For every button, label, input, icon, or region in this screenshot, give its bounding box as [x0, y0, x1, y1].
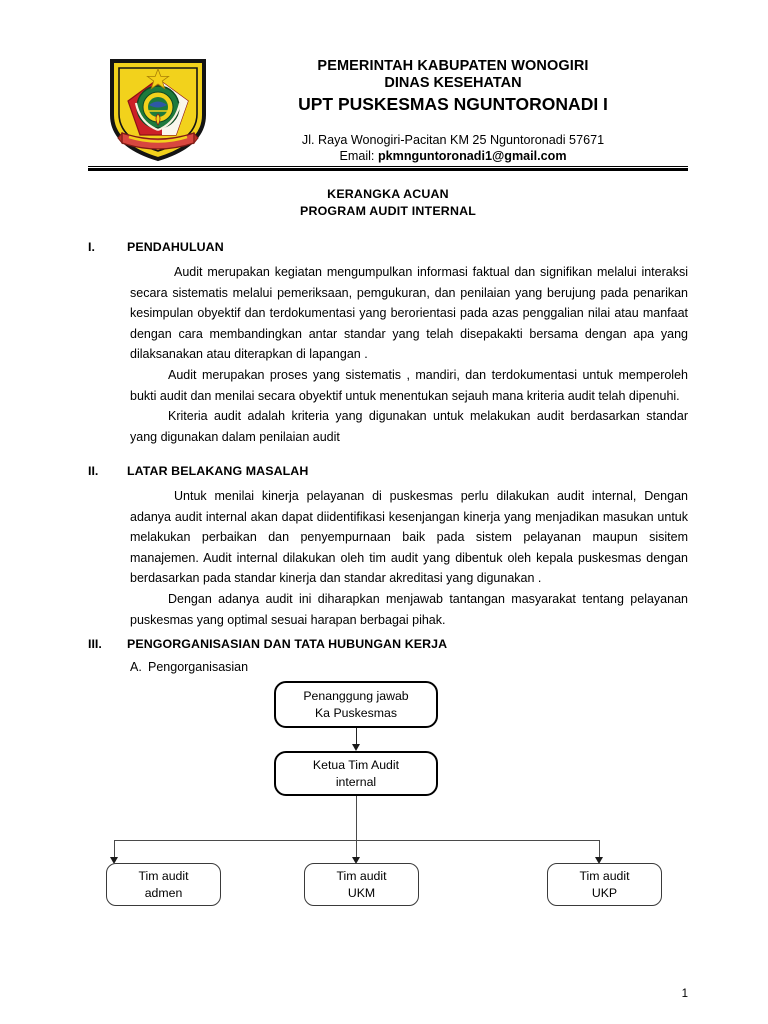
subsection-letter: A.	[130, 660, 142, 674]
org-node-label-line2: UKM	[347, 885, 376, 900]
org-node-label-line1: Tim audit	[579, 869, 630, 883]
paragraph: Untuk menilai kinerja pelayanan di puskesmas perlu dilakukan audit internal, Dengan adanya audit internal akan dapat diidentifikasi kesenjangan kinerja yang menjadikan masukan untuk melakukan perbaikan dan penyempurnaan baik pada sistem pelayanan maupun sisitem manajemen. Audit internal dilakukan oleh tim audit yang dibentuk oleh kepala puskesmas dengan berdasarkan pada standar kinerja dan standar akreditasi yang digunakan .	[130, 489, 688, 586]
paragraph: Audit merupakan kegiatan mengumpulkan informasi faktual dan signifikan melalui interaksi secara sistematis melalui pemeriksaan, pemgukuran, dan penilaian yang berujung pada penarikan kesimpulan obyektif dan terdokumentasi yang berorientasi pada azas penggalian nilai atau manfaat dengan cara membandingkan antar standar yang telah disepakakti bersama dengan apa yang dilaksanakan atau diterapkan di lapangan .	[130, 265, 688, 362]
org-connector-arrow-1	[352, 744, 360, 751]
document-title-line-1: KERANGKA ACUAN	[327, 187, 449, 201]
org-node-label-line1: Penanggung jawab	[303, 689, 409, 703]
section-heading: LATAR BELAKANG MASALAH	[127, 464, 309, 478]
section-heading: PENGORGANISASIAN DAN TATA HUBUNGAN KERJA	[127, 637, 448, 651]
letterhead-titles	[218, 58, 688, 115]
org-node-label-line1: Ketua Tim Audit	[312, 758, 400, 772]
org-node-label-line2: Ka Puskesmas	[314, 705, 397, 720]
page-number: 1	[681, 988, 688, 1000]
section-body	[130, 486, 688, 630]
paragraph: Kriteria audit adalah kriteria yang digunakan untuk melakukan audit berdasarkan standar yang digunakan dalam penilaian audit	[130, 409, 688, 444]
org-node-penanggung-jawab	[274, 681, 438, 728]
letterhead-line-facility: UPT PUSKESMAS NGUNTORONADI I	[298, 94, 608, 114]
email-label: Email:	[339, 149, 375, 163]
org-connector-vertical-2	[356, 796, 357, 841]
letterhead-contact	[218, 132, 688, 164]
section-numeral: II.	[88, 464, 99, 478]
document-title-line-2: PROGRAM AUDIT INTERNAL	[299, 203, 477, 218]
paragraph: Dengan adanya audit ini diharapkan menjawab tantangan masyarakat tentang pelayanan puskesmas yang optimal sesuai harapan berbagai pihak.	[130, 591, 688, 627]
paragraph: Audit merupakan proses yang sistematis , mandiri, dan terdokumentasi untuk memperoleh bukti audit dan menilai secara obyektif untuk menentukan sejauh mana kriteria audit telah dipenuhi.	[130, 367, 688, 403]
wonogiri-regency-coat-of-arms-icon	[102, 53, 214, 165]
org-node-tim-audit-ukm	[304, 863, 419, 906]
section-body	[130, 262, 688, 447]
org-node-label-line2: internal	[335, 774, 377, 789]
org-node-label-line1: Tim audit	[138, 869, 189, 883]
org-node-tim-audit-ukp	[547, 863, 662, 906]
divider-thin-rule	[88, 166, 688, 167]
org-node-label-line1: Tim audit	[336, 869, 387, 883]
letterhead-address: Jl. Raya Wonogiri-Pacitan KM 25 Nguntoronadi 57671	[301, 133, 605, 147]
letterhead-divider	[88, 166, 688, 171]
subsection-pengorganisasian	[130, 658, 248, 676]
divider-thick-rule	[88, 168, 688, 171]
section-numeral: III.	[88, 637, 102, 651]
section-numeral: I.	[88, 240, 95, 254]
letterhead-line-government: PEMERINTAH KABUPATEN WONOGIRI	[317, 58, 589, 74]
org-node-label-line2: UKP	[591, 885, 618, 900]
document-title	[88, 186, 688, 219]
section-heading: PENDAHULUAN	[127, 240, 224, 254]
subsection-label: Pengorganisasian	[148, 660, 249, 674]
letterhead-line-department: DINAS KESEHATAN	[384, 75, 522, 91]
letterhead-email-row	[218, 148, 688, 164]
letterhead	[88, 50, 688, 165]
org-node-label-line2: admen	[144, 885, 183, 900]
org-connector-bus	[114, 840, 600, 841]
org-node-tim-audit-admen	[106, 863, 221, 906]
organization-chart	[88, 676, 688, 916]
org-node-ketua-tim-audit	[274, 751, 438, 796]
email-address: pkmnguntoronadi1@gmail.com	[377, 149, 567, 163]
